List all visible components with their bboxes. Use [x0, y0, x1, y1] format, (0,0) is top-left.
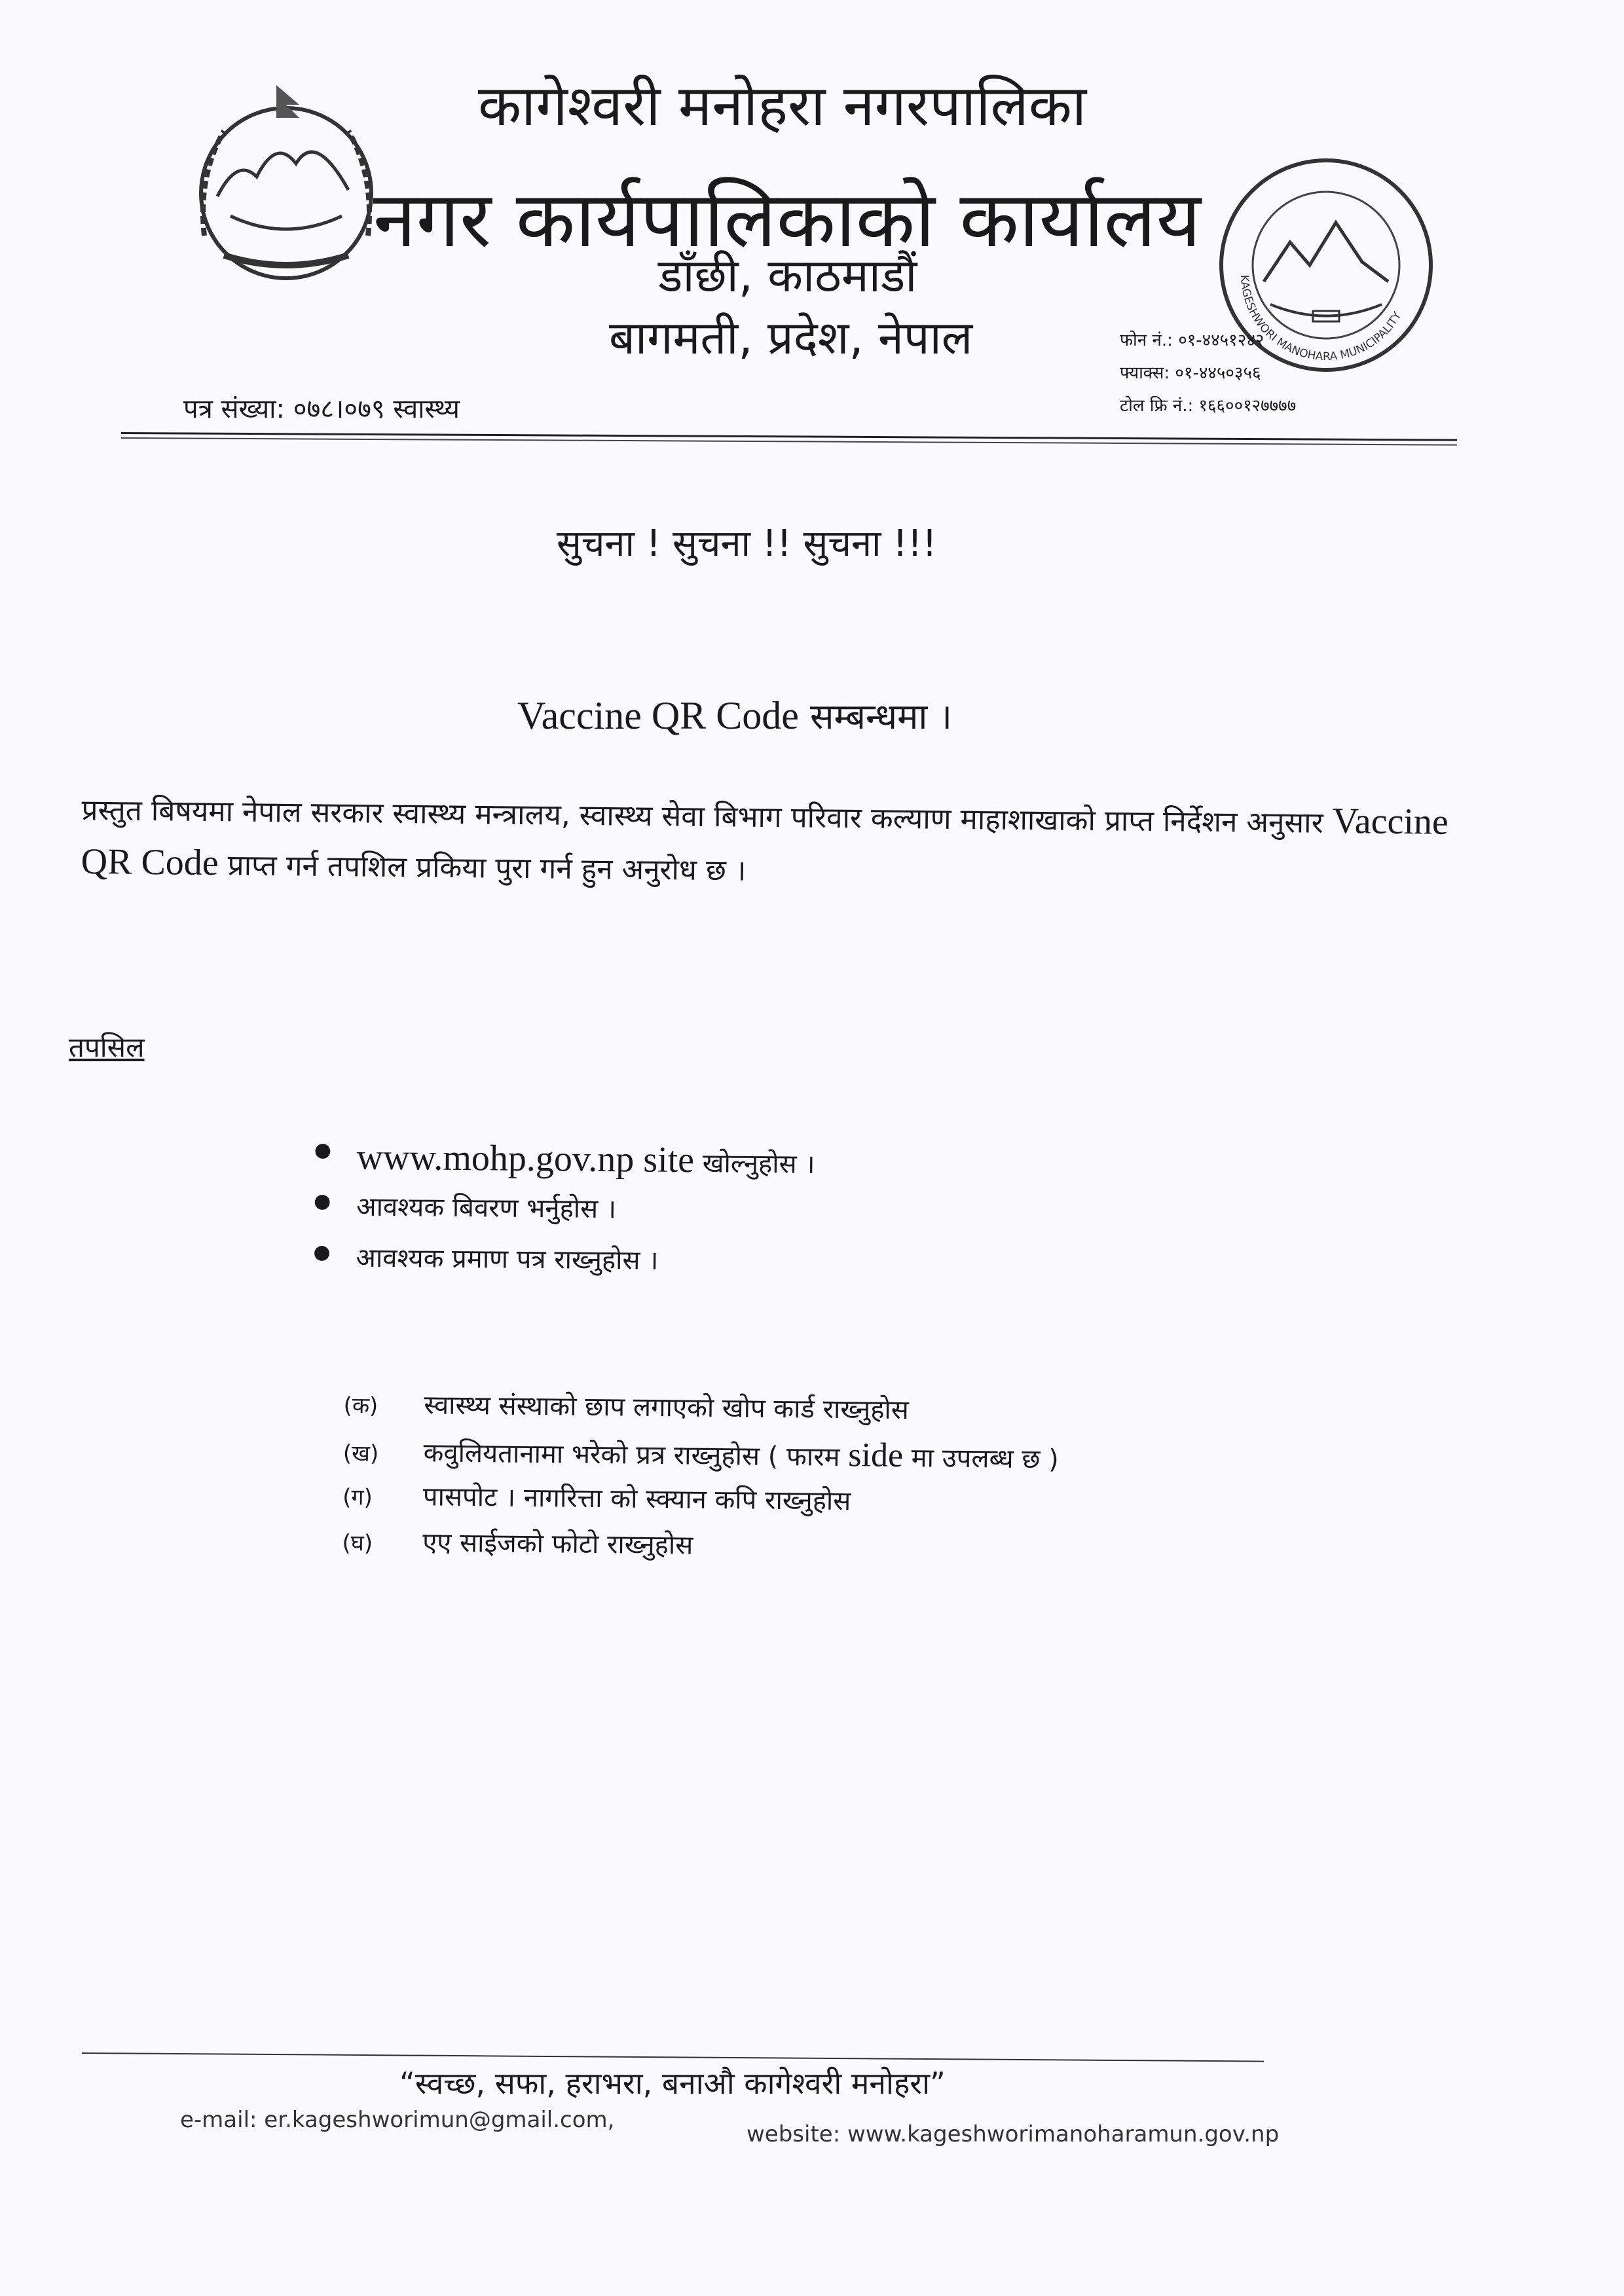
document-item [343, 1385, 1060, 1438]
subject-english: Vaccine QR Code [517, 694, 799, 737]
header-divider [121, 432, 1457, 441]
footer-email: e-mail: er.kageshworimun@gmail.com, [180, 2107, 615, 2133]
item-text: एए साईजको फोटो राख्नुहोस [422, 1527, 693, 1561]
address-line-1: डाँछी, काठमाडौं [658, 249, 917, 302]
step-text: आवश्यक प्रमाण पत्र राख्नुहोस । [356, 1243, 659, 1276]
contact-block [1120, 324, 1296, 422]
tollfree-number: टोल फ्रि नं.: १६६००१२७७७७ [1120, 396, 1297, 416]
item-text: स्वास्थ्य संस्थाको छाप लगाएको खोप कार्ड राख्नुहोस [424, 1390, 910, 1426]
paragraph-part-1: प्रस्तुत बिषयमा नेपाल सरकार स्वास्थ्य मन्त्रालय, स्वास्थ्य सेवा बिभाग परिवार कल्याण माहाशाखाको प्राप्त निर्देशन अनुसार [81, 793, 1323, 840]
paragraph-english: Vaccine QR Code [81, 801, 1449, 884]
step-english: www.mohp.gov.np site [356, 1137, 695, 1181]
body-paragraph [81, 782, 1450, 904]
item-english: side [848, 1436, 904, 1474]
document-item [342, 1476, 1059, 1529]
item-marker: (ख) [342, 1440, 379, 1467]
item-marker: (ग) [342, 1484, 373, 1511]
subject-line [517, 691, 952, 739]
paragraph-part-2: प्राप्त गर्न तपशिल प्रकिया पुरा गर्न हुन अनुरोध छ । [227, 848, 747, 888]
seal-text: KAGESHWORI MANOHARA MUNICIPALITY [1237, 274, 1405, 363]
step-text: आवश्यक बिवरण भर्नुहोस । [356, 1192, 617, 1225]
nepal-emblem-logo [178, 79, 394, 295]
steps-list [306, 1136, 815, 1294]
step-item [307, 1187, 815, 1243]
item-tail: मा उपलब्ध छ ) [911, 1443, 1059, 1475]
footer-divider [82, 2052, 1264, 2062]
footer-slogan: “स्वच्छ, सफा, हराभरा, बनाऔ कागेश्वरी मनोहरा” [399, 2066, 946, 2101]
item-marker: (क) [343, 1392, 378, 1419]
notice-title: सुचना ! सुचना !! सुचना !!! [557, 522, 937, 565]
municipality-name: कागेश्वरी मनोहरा नगरपालिका [478, 73, 1087, 139]
item-text: पासपोट । नागरित्ता को स्क्यान कपि राख्नुहोस [422, 1482, 851, 1517]
step-text: खोल्नुहोस । [702, 1148, 815, 1180]
fax-number: फ्याक्स: ०१-४४५०३५६ [1120, 363, 1261, 383]
document-item [343, 1430, 1060, 1484]
phone-number: फोन नं.: ०१-४४५१२४२ [1120, 331, 1264, 350]
footer-website: website: www.kageshworimanoharamun.gov.np [747, 2121, 1280, 2147]
reference-number: पत्र संख्या: ०७८।०७९ स्वास्थ्य [183, 394, 460, 424]
document-item [342, 1522, 1058, 1575]
subject-nepali: सम्बन्धमा । [810, 696, 953, 737]
office-name: नगर कार्यपालिकाको कार्यालय [373, 174, 1201, 264]
address-line-2: बागमती, प्रदेश, नेपाल [609, 311, 973, 365]
step-item [307, 1136, 815, 1192]
item-text: कवुलियतानामा भरेको प्रत्र राख्नुहोस ( फारम [423, 1438, 840, 1472]
documents-list [342, 1385, 1060, 1575]
details-heading: तपसिल [69, 1031, 145, 1063]
item-marker: (घ) [342, 1529, 373, 1557]
step-item [306, 1238, 815, 1294]
